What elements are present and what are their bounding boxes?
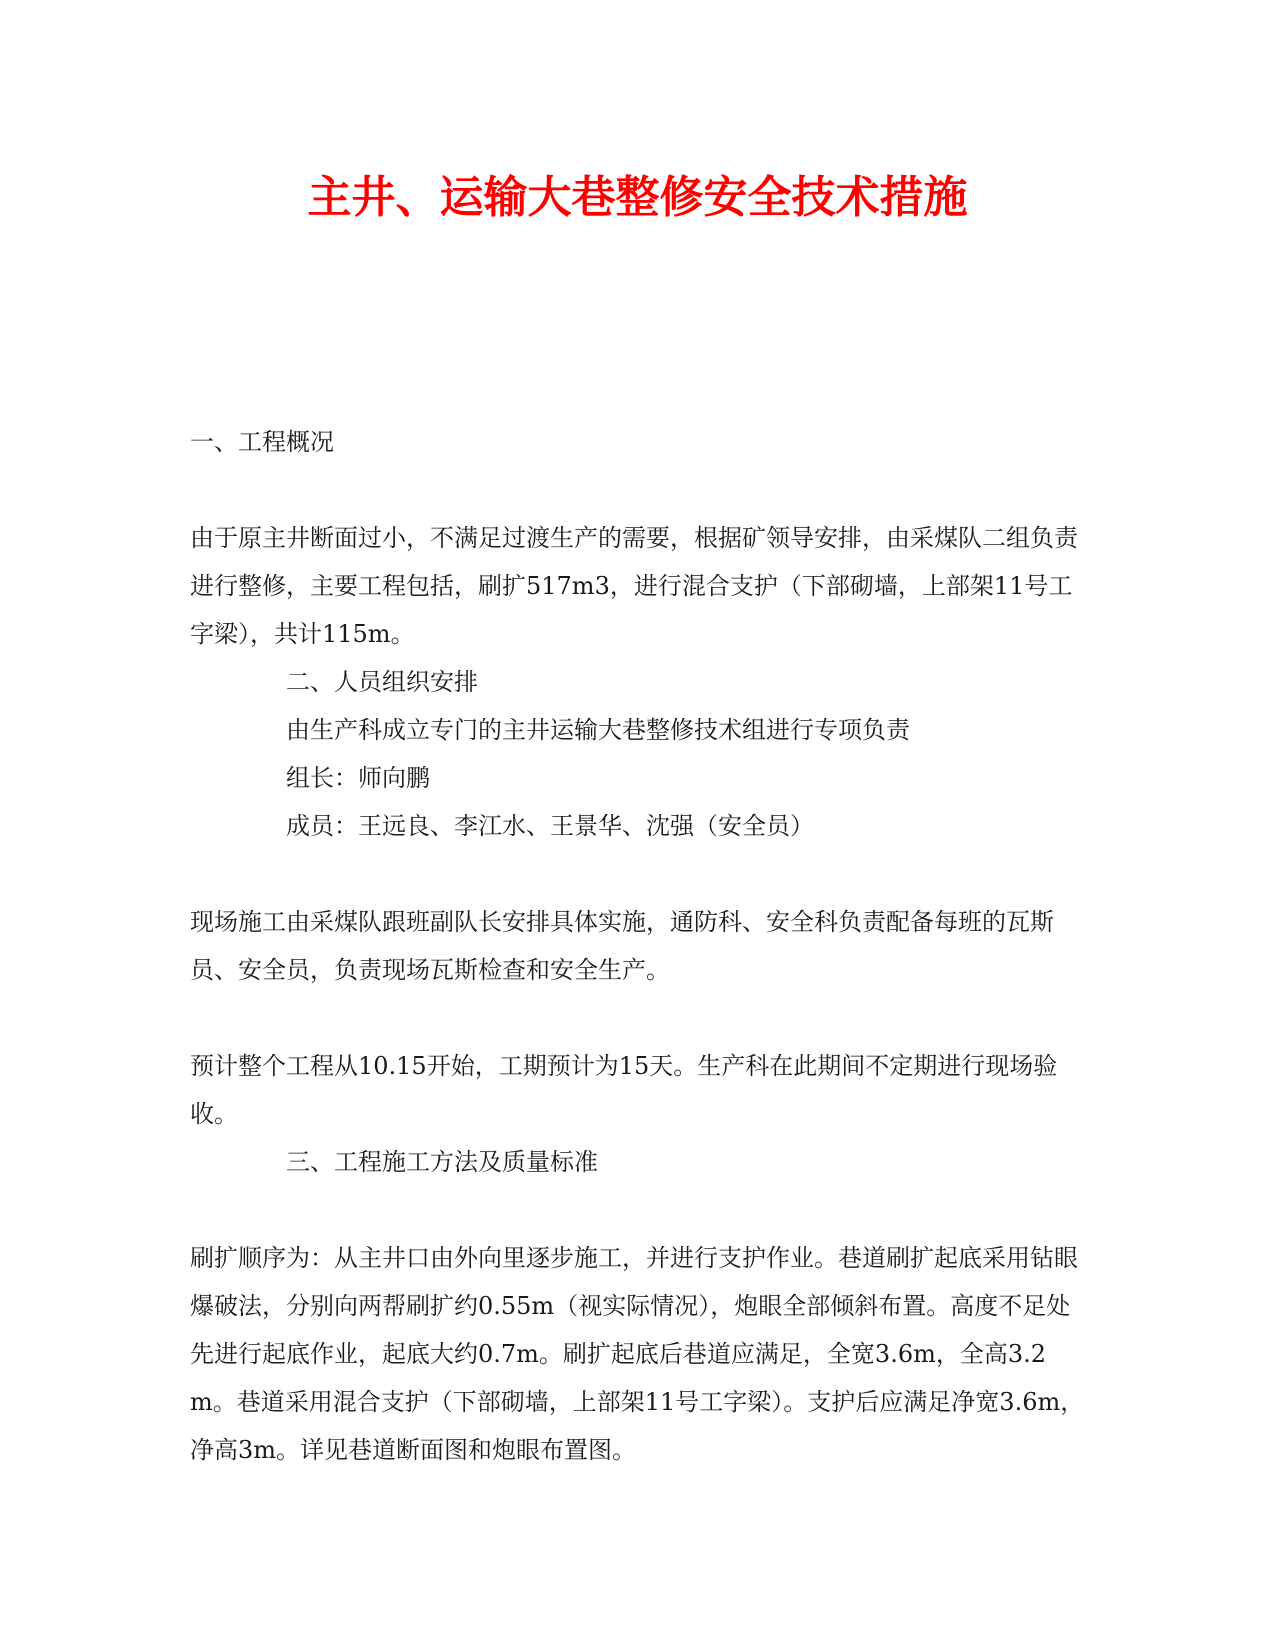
- paragraph-staffing: 由生产科成立专门的主井运输大巷整修技术组进行专项负责: [286, 716, 910, 744]
- paragraph-overview: 由于原主井断面过小，不满足过渡生产的需要，根据矿领导安排，由采煤队二组负责进行整修，主要工程包括，刷扩517m3，进行混合支护（下部砌墙，上部架11号工字梁），共计115m。: [190, 524, 1078, 648]
- paragraph-team-members: 成员：王远良、李江水、王景华、沈强（安全员）: [286, 812, 814, 840]
- paragraph-schedule: 预计整个工程从10.15开始，工期预计为15天。生产科在此期间不定期进行现场验收。: [190, 1052, 1058, 1128]
- document-body: [190, 418, 1085, 1474]
- section-heading-staffing: 二、人员组织安排: [286, 668, 478, 696]
- paragraph-methods: 刷扩顺序为：从主井口由外向里逐步施工，并进行支护作业。巷道刷扩起底采用钻眼爆破法，分别向两帮刷扩约0.55m（视实际情况），炮眼全部倾斜布置。高度不足处先进行起底作业，起底大约0.7m。刷扩起底后巷道应满足，全宽3.6m，全高3.2m。巷道采用混合支护（下部砌墙，上部架11号工字梁）。支护后应满足净宽3.6m，净高3m。详见巷道断面图和炮眼布置图。: [190, 1244, 1085, 1464]
- paragraph-spacer: [190, 466, 1085, 514]
- section-heading-overview: 一、工程概况: [190, 428, 334, 456]
- document-title: 主井、运输大巷整修安全技术措施: [307, 172, 968, 223]
- section-heading-methods: 三、工程施工方法及质量标准: [286, 1148, 598, 1176]
- paragraph-spacer: [190, 1186, 1085, 1234]
- paragraph-spacer: [190, 994, 1085, 1042]
- paragraph-spacer: [190, 850, 1085, 898]
- paragraph-site-construction: 现场施工由采煤队跟班副队长安排具体实施，通防科、安全科负责配备每班的瓦斯员、安全员，负责现场瓦斯检查和安全生产。: [190, 908, 1054, 984]
- paragraph-team-leader: 组长：师向鹏: [286, 764, 430, 792]
